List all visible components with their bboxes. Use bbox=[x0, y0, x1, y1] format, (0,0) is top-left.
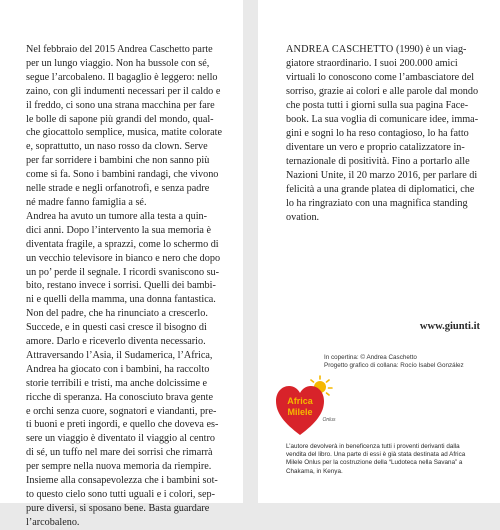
publisher-website[interactable]: www.giunti.it bbox=[419, 321, 480, 332]
logo-word-1: Africa bbox=[287, 396, 313, 406]
right-flap bbox=[258, 0, 500, 503]
author-bio bbox=[286, 43, 480, 225]
cover-credit: In copertina: © Andrea Caschetto bbox=[324, 354, 417, 361]
author-bio-text: (1990) è un viag- giatore straordinario. I suoi 200.000 amici virtuali lo conoscono come l’ambasciatore del sorriso, grazie ai colori e alle parole dal mondo che posta tutti i giorni sulla sua pagina Face- book. La sua voglia di comunicare idee, imma- gini e sogni lo ha reso contagioso, lo ha fatto diventare un vero e proprio catalizzatore in- ternazionale di positività. Fino a portarlo alle Nazioni Unite, il 20 marzo 2016, per parlare di felicità a una grande platea di diplomatici, che lo ha ringraziato con una magnifica standing ovation. bbox=[286, 44, 479, 223]
logo-word-3: Onlus bbox=[322, 417, 336, 423]
left-flap bbox=[0, 0, 243, 528]
synopsis-text: Nel febbraio del 2015 Andrea Caschetto parte per un lungo viaggio. Non ha bussole con sé, segue l’arcobaleno. Il bagaglio è leggero: nello zaino, con gli indumenti necessari per il caldo e il freddo, ci sono una strana macchina per fare le bolle di sapone più grandi del mondo, qual- che giocattolo semplice, musica, matite colorate e, soprattutto, un naso rosso da clown. Serve per far sorridere i bambini che non sanno più come si fa. Sono i bambini randagi, che vivono nelle strade e negli orfanotrofi, e senza padre né madre fanno famiglia a sé. Andrea ha avuto un tumore alla testa a quin- dici anni. Dopo l’intervento la sua memoria è diventata fragile, a sprazzi, come lo schermo di un vecchio televisore in bianco e nero che dopo un po’ perde il segnale. I ricordi svaniscono su- bito, restano invece i sorrisi. Quelli dei bambi- ni e quelli della mamma, una donna fantastica. Non del padre, che ha rinunciato a crescerlo. Succede, e in questi casi cresce il bisogno di amore. Darlo e riceverlo diventa necessario. Attraversando l’Asia, il Sudamerica, l’Africa, Andrea ha giocato con i bambini, ha raccolto storie terribili e tristi, ma anche dolcissime e ricche di speranza. Ha conosciuto brava gente e orchi senza cuore, sognatori e viandanti, pre- ti buoni e preti ingordi, e quello che doveva es- sere un viaggio è diventato il viaggio al centro di sé, un tuffo nel mare dei sorrisi che rimarrà per sempre nella nuova memoria da riempire. Insieme alla consapevolezza che i bambini sot- to questo cielo sono tutti uguali e i colori, sep- pure diversi, si sposano bene. Basta guardare l’arcobaleno. bbox=[26, 44, 223, 528]
logo-word-2: Milele bbox=[287, 407, 313, 417]
author-name: ANDREA CASCHETTO bbox=[286, 44, 394, 55]
charity-note: L’autore devolverà in beneficenza tutti i proventi derivanti dalla vendita del libro. Una parte di essi è già stata destinata ad Africa Milele Onlus per la costruzione della “Ludoteca nella Savana” a Chakama, in Kenya. bbox=[286, 443, 466, 475]
design-credit: Progetto grafico di collana: Rocío Isabel González bbox=[324, 362, 464, 369]
africa-milele-logo-icon bbox=[274, 373, 338, 439]
